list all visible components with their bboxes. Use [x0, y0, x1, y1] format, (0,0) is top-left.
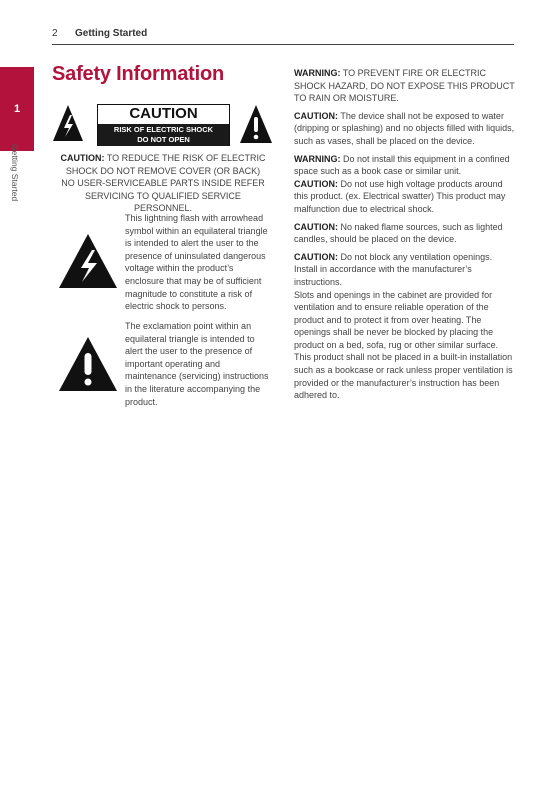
warning-body: No naked flame sources, such as lighted candles, should be placed on the device. [294, 221, 503, 245]
lightning-warning-icon [52, 103, 84, 143]
lightning-description: This lightning flash with arrowhead symbol within an equilateral triangle is intended to alert the user to the presence of uninsulated dangerous voltage within the product’s enclosure that may be of sufficient magnitude to constitute a risk of electric shock to persons. [125, 213, 268, 312]
chapter-number: 1 [13, 103, 21, 115]
chapter-tab [0, 67, 34, 151]
warning-lead: CAUTION: [294, 178, 338, 189]
warning-body: Do not install this equipment in a confined space such as a book case or similar unit. [294, 153, 510, 177]
section-title: Getting Started [75, 28, 148, 39]
warning-body: TO PREVENT FIRE OR ELECTRIC SHOCK HAZARD, DO NOT EXPOSE THIS PRODUCT TO RAIN OR MOISTURE. [294, 68, 515, 104]
caution-subtext-line1: RISK OF ELECTRIC SHOCK [113, 125, 214, 134]
header-rule [52, 44, 514, 45]
page-title: Safety Information [52, 63, 224, 85]
lightning-symbol-icon [57, 232, 119, 290]
page-number: 2 [52, 28, 58, 39]
exclamation-warning-icon [239, 103, 273, 145]
caution-heading: CAUTION [129, 105, 198, 122]
ventilation-paragraph: Slots and openings in the cabinet are provided for ventilation and to ensure reliable operation of the product and to protect it from over heating. The openings shall be never be blocked by placing the product on a bed, sofa, rug or other similar surface. This product shall not be placed in a built-in installation such as a bookcase or rack unless proper ventilation is provided or the manufacturer’s instruction has been adhered to. [294, 289, 513, 401]
caution-subtext-line2: DO NOT OPEN [137, 135, 190, 144]
warning-item [294, 251, 516, 289]
warning-lead: WARNING: [294, 153, 341, 164]
warning-item [294, 153, 516, 178]
caution-body: TO REDUCE THE RISK OF ELECTRIC SHOCK DO NOT REMOVE COVER (OR BACK) NO USER-SERVICEABLE PARTS INSIDE REFER SERVICING TO QUALIFIED SERVICE PERSONNEL. [61, 153, 266, 214]
warning-item [294, 221, 516, 246]
warning-body: Do not block any ventilation openings. Install in accordance with the manufacturer’s instructions. [294, 251, 493, 287]
exclamation-description: The exclamation point within an equilateral triangle is intended to alert the user to the presence of important operating and maintenance (servicing) instructions in the literature accompanying the product. [125, 321, 269, 407]
caution-lead: CAUTION: [60, 153, 105, 163]
warning-body: The device shall not be exposed to water (dripping or splashing) and no objects filled with liquids, such as vases, shall be placed on the device. [294, 110, 515, 146]
exclamation-symbol-icon [57, 335, 119, 393]
warning-lead: CAUTION: [294, 110, 338, 121]
caution-statement [58, 152, 268, 215]
warning-body: Do not use high voltage products around this product. (ex. Electrical swatter) This product may malfunction due to electrical shock. [294, 178, 506, 214]
warning-lead: WARNING: [294, 68, 341, 78]
warning-item [294, 110, 516, 148]
warning-item [294, 67, 516, 105]
warning-item [294, 178, 516, 216]
caution-label [97, 104, 230, 146]
warnings-column [294, 67, 516, 407]
warning-lead: CAUTION: [294, 221, 338, 232]
warning-lead: CAUTION: [294, 251, 338, 262]
chapter-side-label: Getting Started [10, 144, 20, 202]
caution-subtext [98, 124, 229, 146]
